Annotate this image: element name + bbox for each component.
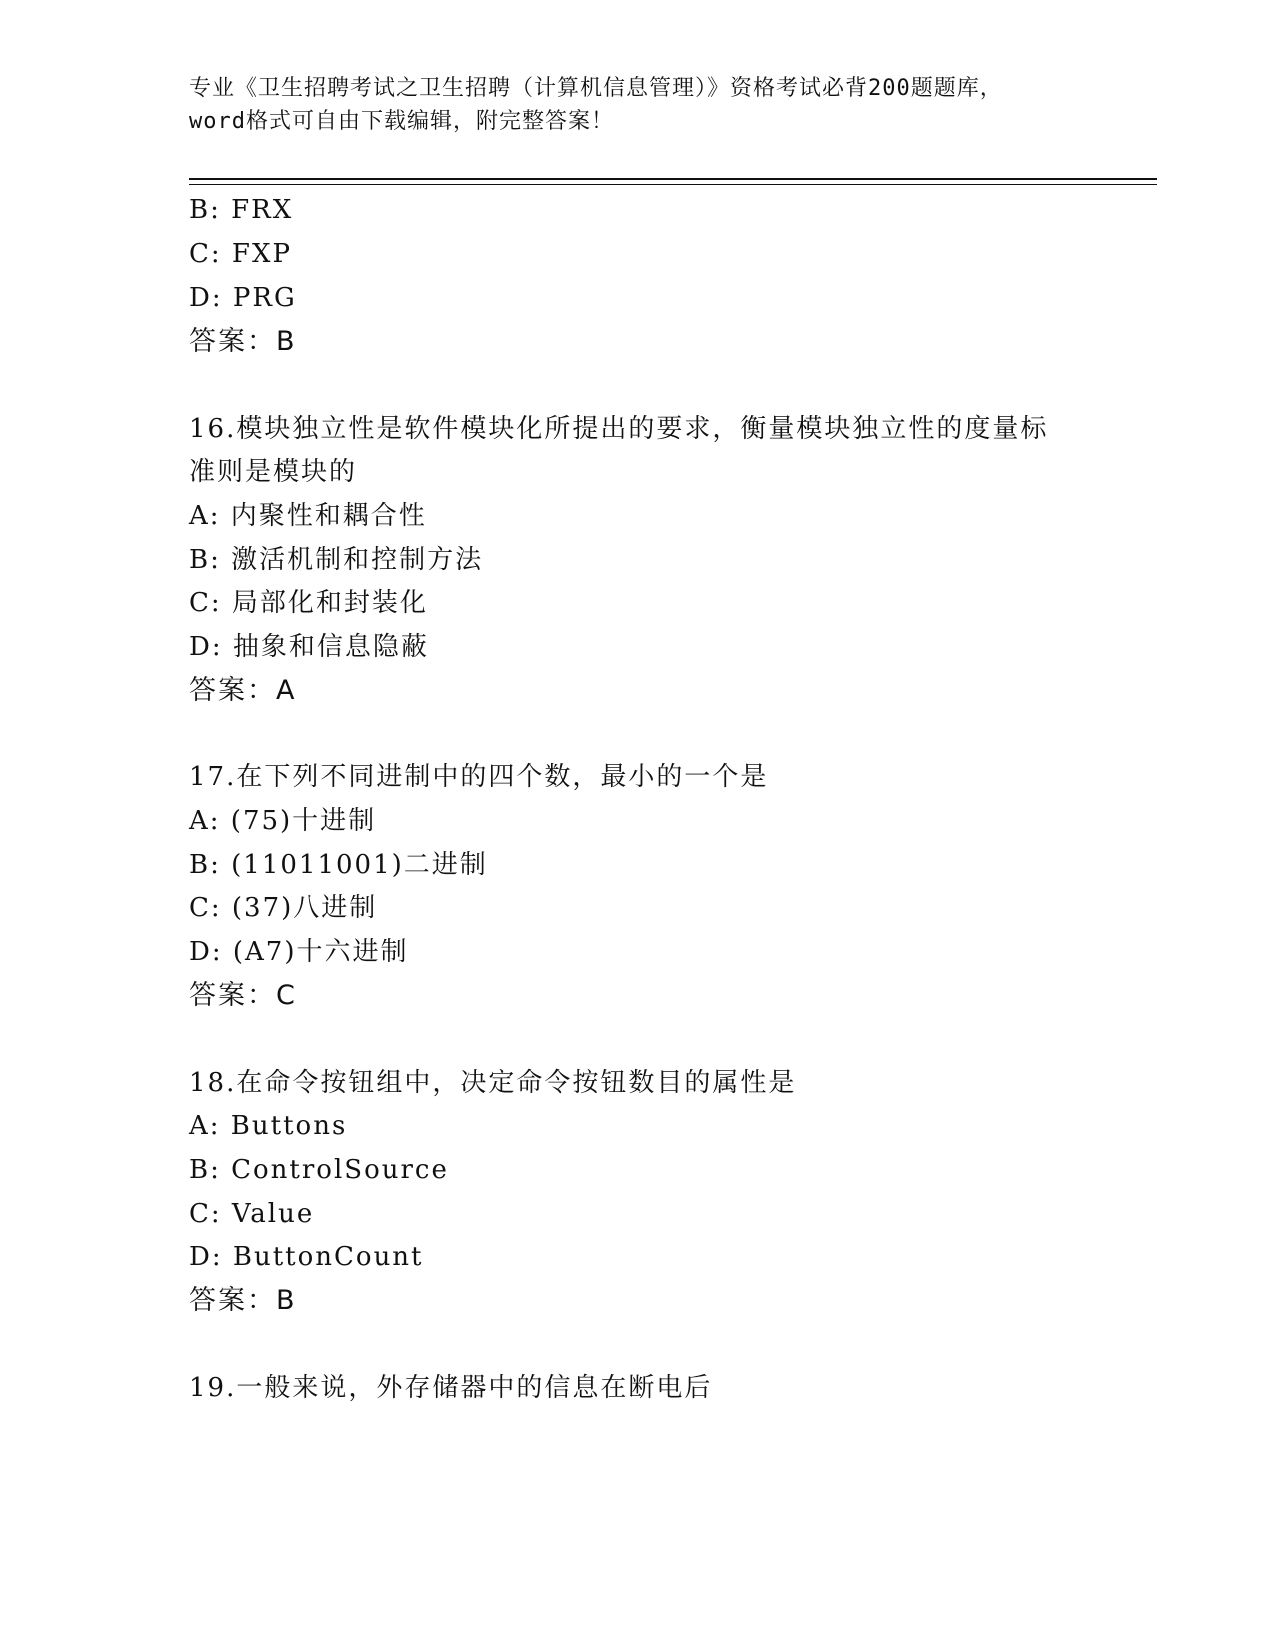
q16-option-a: A: 内聚性和耦合性 bbox=[189, 501, 427, 531]
q17-option-b: B: (11011001)二进制 bbox=[189, 850, 488, 880]
q18-option-b: B: ControlSource bbox=[189, 1155, 449, 1185]
q16-answer: 答案：A bbox=[189, 675, 297, 706]
q15-option-c: C: FXP bbox=[189, 239, 292, 269]
q17-option-a: A: (75)十进制 bbox=[189, 806, 377, 836]
q16-option-b: B: 激活机制和控制方法 bbox=[189, 545, 484, 575]
q19-stem: 19.一般来说，外存储器中的信息在断电后 bbox=[189, 1373, 713, 1403]
document-header bbox=[189, 72, 1089, 138]
q16-stem-line-2: 准则是模块的 bbox=[189, 457, 358, 487]
q15-option-b: B: FRX bbox=[189, 195, 294, 225]
header-divider-top bbox=[189, 178, 1157, 180]
q17-stem: 17.在下列不同进制中的四个数，最小的一个是 bbox=[189, 762, 769, 792]
q18-option-a: A: Buttons bbox=[189, 1111, 348, 1141]
q15-option-d: D: PRG bbox=[189, 283, 297, 313]
q16-option-c: C: 局部化和封装化 bbox=[189, 588, 428, 618]
q18-option-c: C: Value bbox=[189, 1199, 315, 1229]
q16-option-d: D: 抽象和信息隐蔽 bbox=[189, 632, 429, 662]
q16-stem-line-1: 16.模块独立性是软件模块化所提出的要求，衡量模块独立性的度量标 bbox=[189, 414, 1049, 444]
q17-option-d: D: (A7)十六进制 bbox=[189, 937, 409, 967]
header-line-1: 专业《卫生招聘考试之卫生招聘（计算机信息管理）》资格考试必背200题题库， bbox=[189, 76, 1003, 101]
q17-answer: 答案：C bbox=[189, 980, 297, 1011]
header-line-2: word格式可自由下载编辑，附完整答案！ bbox=[189, 109, 614, 134]
header-divider-bottom bbox=[189, 184, 1157, 185]
q17-option-c: C: (37)八进制 bbox=[189, 893, 378, 923]
q18-answer: 答案：B bbox=[189, 1285, 297, 1316]
q18-stem: 18.在命令按钮组中，决定命令按钮数目的属性是 bbox=[189, 1068, 797, 1098]
q15-answer: 答案：B bbox=[189, 326, 297, 357]
q18-option-d: D: ButtonCount bbox=[189, 1242, 424, 1272]
